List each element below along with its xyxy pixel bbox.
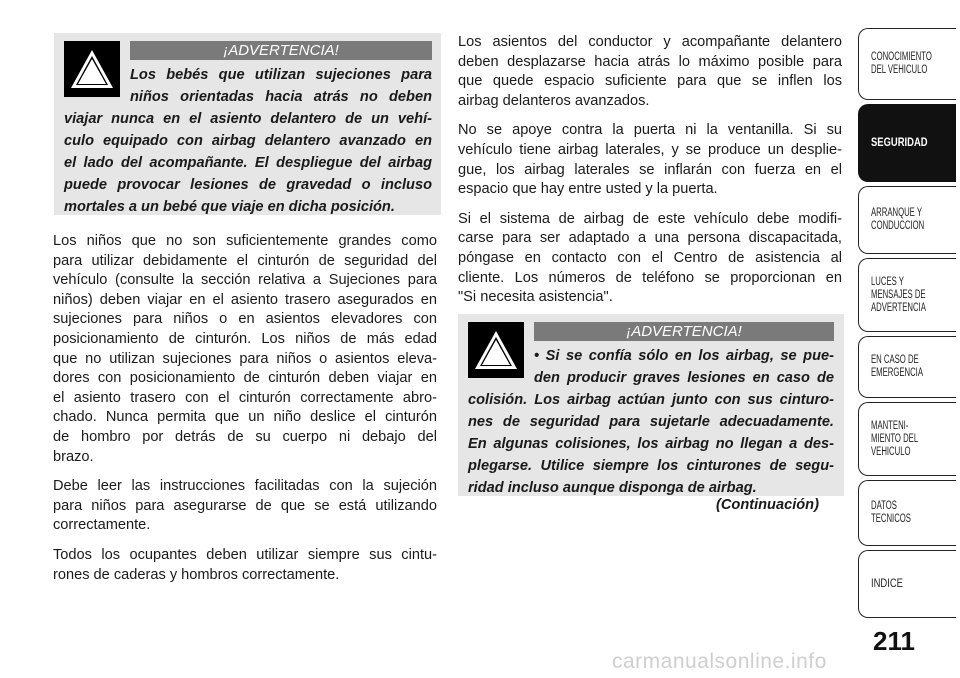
tab-label: LUCES Y (871, 275, 904, 288)
tab-arranque[interactable] (858, 186, 956, 254)
tab-mantenimiento[interactable] (858, 402, 956, 476)
text-line: brazo. (53, 448, 94, 465)
tab-conocimiento[interactable] (858, 28, 956, 100)
warning-text (130, 64, 432, 108)
warning-line: En algunas colisiones, los airbag no llegan a des- (468, 436, 834, 452)
text-line: sujeciones para niños o en asientos elevadores con (53, 311, 437, 328)
warning-line: den producir graves lesiones en caso de (534, 370, 834, 386)
right-column (458, 33, 842, 318)
warning-line: plegarse. Utilice siempre los cinturones de segu- (468, 458, 834, 474)
warning-box-2 (458, 314, 844, 496)
warning-triangle-svg (472, 328, 520, 372)
text-line: gue, los airbag laterales se inflarán con fuerza en el (458, 161, 842, 178)
text-line: airbag delanteros avanzados. (458, 92, 650, 109)
tab-label: MIENTO DEL (871, 432, 919, 445)
tab-label: EN CASO DE (871, 354, 919, 366)
paragraph (458, 33, 842, 111)
text-line: No se apoye contra la puerta ni la ventanilla. Si su (458, 122, 842, 139)
tab-datos[interactable] (858, 480, 956, 546)
tab-luces[interactable] (858, 258, 956, 332)
text-line: para utilizar debidamente el cinturón de seguridad del (53, 252, 437, 269)
paragraph (458, 121, 842, 199)
warning-line: culo equipado con airbag delantero avanzado en (64, 133, 432, 149)
warning-title: ¡ADVERTENCIA! (130, 41, 432, 60)
text-line: Todos los ocupantes deben utilizar siempre sus cintu- (53, 546, 437, 563)
tab-label: VEHICULO (871, 445, 911, 458)
warning-line: ridad incluso aunque disponga de airbag. (468, 480, 757, 496)
text-line: posicionamiento de cinturón. Los niños de más edad (53, 330, 437, 347)
text-line: dores con posicionamiento de cinturón deben viajar en (53, 370, 437, 387)
tab-label: ADVERTENCIA (871, 301, 926, 314)
tab-label: MENSAJES DE (871, 288, 926, 301)
paragraph (53, 546, 437, 585)
text-line: para niños para asegurarse de que se está utilizando (53, 497, 437, 514)
tab-seguridad[interactable] (858, 104, 956, 182)
text-line: de hombro por detrás de su cuerpo ni debajo del (53, 428, 437, 445)
text-line: que quede espacio suficiente para que se inflen los (458, 73, 842, 90)
text-line: cliente. Los números de teléfono se proporcionan en (458, 269, 842, 286)
paragraph (458, 210, 842, 308)
text-line: niños) deben viajar en el asiento trasero asegurados en (53, 291, 437, 308)
warning-line: • Si se confía sólo en los airbag, se pue- (534, 348, 834, 364)
warning-triangle-icon (468, 322, 524, 378)
warning-text-full (64, 108, 432, 218)
tab-label: SEGURIDAD (871, 136, 928, 149)
warning-line: puede provocar lesiones de gravedad o incluso (64, 177, 432, 193)
warning-line: el lado del acompañante. El despliegue del airbag (64, 155, 432, 171)
text-line: Los niños que no son suficientemente grandes como (53, 233, 437, 249)
text-line: rones de caderas y hombros correctamente. (53, 566, 340, 583)
page-number: 211 (873, 626, 915, 656)
warning-line: colisión. Los airbag actúan junto con sus cinturo- (468, 392, 834, 408)
warning-line: nes de seguridad para sujetarle adecuadamente. (468, 414, 834, 430)
text-line: deben desplazarse hacia atrás lo máximo posible para (458, 53, 842, 70)
warning-text (534, 345, 834, 389)
tab-label: INDICE (871, 577, 903, 590)
text-line: Los asientos del conductor y acompañante delantero (458, 34, 842, 50)
text-line: vehículo tiene airbag laterales, y se produce un desplie- (458, 141, 842, 158)
watermark: carmanualsonline.info (612, 650, 827, 673)
warning-line: niños orientadas hacia atrás no deben (130, 89, 432, 105)
paragraph (53, 477, 437, 536)
section-tabs (858, 0, 960, 678)
left-column (53, 232, 437, 595)
warning-box-1 (54, 33, 441, 215)
tab-label: EMERGENCIA (871, 367, 923, 379)
warning-triangle-svg (68, 47, 116, 91)
tab-label: ARRANQUE Y (871, 207, 922, 219)
warning-line: viajar nunca en el asiento delantero de un vehí- (64, 111, 432, 127)
text-line: el asiento trasero con el cinturón correctamente abro- (53, 389, 437, 406)
tab-label: CONDUCCION (871, 220, 925, 232)
warning-triangle-icon (64, 41, 120, 97)
text-line: correctamente. (53, 517, 151, 534)
text-line: espacio que hay entre usted y la puerta. (458, 181, 718, 198)
warning-line: Los bebés que utilizan sujeciones para (130, 67, 432, 83)
tab-label: DEL VEHICULO (871, 64, 928, 76)
tab-emergencia[interactable] (858, 336, 956, 398)
text-line: Si el sistema de airbag de este vehículo debe modifi- (458, 210, 842, 227)
text-line: póngase en contacto con el Centro de asistencia al (458, 249, 842, 266)
text-line: carse para ser adaptado a una persona discapacitada, (458, 230, 842, 247)
text-line: Debe leer las instrucciones facilitadas con la sujeción (53, 478, 437, 495)
warning-text-full (468, 389, 834, 499)
tab-label: TECNICOS (871, 513, 911, 525)
tab-label: DATOS (871, 500, 897, 512)
paragraph (53, 232, 437, 467)
tab-label: CONOCIMIENTO (871, 51, 932, 63)
continuation-note: (Continuación) (716, 497, 819, 513)
warning-line: mortales a un bebé que viaje en dicha posición. (64, 199, 395, 215)
warning-title: ¡ADVERTENCIA! (534, 322, 834, 341)
tab-label: MANTENI- (871, 419, 909, 432)
text-line: vehículo (consulte la sección relativa a Sujeciones para (53, 272, 437, 289)
text-line: "Si necesita asistencia". (458, 289, 613, 306)
text-line: que no utilizan sujeciones para niños o asientos eleva- (53, 350, 437, 367)
text-line: chado. Nunca permita que un niño deslice el cinturón (53, 409, 437, 426)
tab-indice[interactable] (858, 550, 956, 618)
